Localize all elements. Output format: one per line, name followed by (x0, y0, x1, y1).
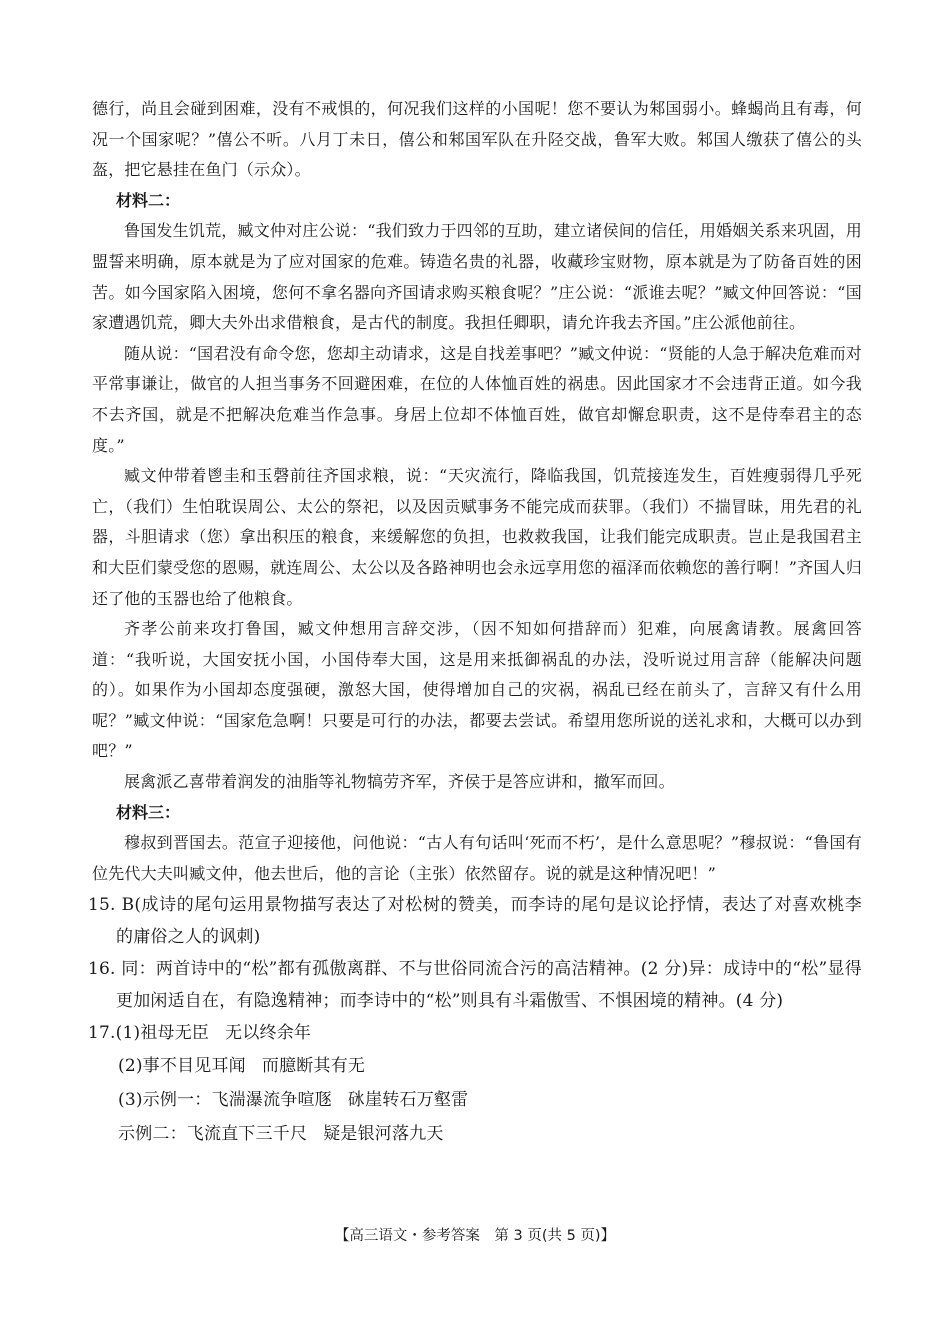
page-footer: 【高三语文・参考答案 第 3 页(共 5 页)】 (334, 1228, 616, 1244)
material-two-paragraph-2: 随从说：“国君没有命令您，您却主动请求，这是自找差事吧？”臧文仲说：“贤能的人急于解决危难而对平常事谦让，做官的人担当事务不回避困难，在位的人体恤百姓的祸患。因此国家才不会违背正道。如今我不去齐国，就是不把解决危难当作急事。身居上位却不体恤百姓，做官却懈怠职责，这不是侍奉君主的态度。” (92, 343, 862, 455)
answer-15: 15. B(成诗的尾句运用景物描写表达了对松树的赞美，而李诗的尾句是议论抒情，表达了对喜欢桃李的庸俗之人的讽刺) (88, 895, 862, 948)
material-two-paragraph-3: 臧文仲带着鬯圭和玉磬前往齐国求粮，说：“天灾流行，降临我国，饥荒接连发生，百姓瘦弱得几乎死亡，（我们）生怕耽误周公、太公的祭祀，以及因贡赋事务不能完成而获罪。（我们）不揣冒昧，用先君的礼器，斗胆请求（您）拿出积压的粮食，来缓解您的负担，也救救我国，让我们能完成职责。岂止是我国君主和大臣们蒙受您的恩赐，就连周公、太公以及各路神明也会永远享用您的福泽而依赖您的善行啊！”齐国人归还了他的玉器也给了他粮食。 (92, 466, 862, 608)
material-two-paragraph-4: 齐孝公前来攻打鲁国，臧文仲想用言辞交涉，（因不知如何措辞而）犯难，向展禽请教。展禽回答道：“我听说，大国安抚小国，小国侍奉大国，这是用来抵御祸乱的办法，没听说过用言辞（能解决问题的）。如果作为小国却态度强硬，激怒大国，使得增加自己的灾祸，祸乱已经在前头了，言辞又有什么用呢？”臧文仲说：“国家危急啊！只要是可行的办法，都要去尝试。希望用您所说的送礼求和，大概可以办到吧？” (92, 619, 862, 761)
answer-17-line-4 (92, 1117, 862, 1151)
answer-17-2-second: 而臆断其有无 (261, 1056, 366, 1077)
heading-material-three: 材料三： (116, 802, 181, 822)
answer-17-3-second: 砯崖转石万壑雷 (347, 1090, 469, 1111)
answer-17-label: 17. (88, 1023, 116, 1044)
heading-material-two: 材料二： (116, 190, 181, 210)
material-two-paragraph-1: 鲁国发生饥荒，臧文仲对庄公说：“我们致力于四邻的互助，建立诸侯间的信任，用婚姻关系来巩固，用盟誓来明确，原本就是为了应对国家的危难。铸造名贵的礼器，收藏珍宝财物，原本就是为了防备百姓的困苦。如今国家陷入困境，您何不拿名器向齐国请求购买粮食呢？”庄公说：“派谁去呢？”臧文仲回答说：“国家遭遇饥荒，卿大夫外出求借粮食，是古代的制度。我担任卿职，请允许我去齐国。”庄公派他前往。 (92, 221, 862, 333)
answer-16: 16. 同：两首诗中的“松”都有孤傲离群、不与世俗同流合污的高洁精神。(2 分)异：成诗中的“松”显得更加闲适自在，有隐逸精神；而李诗中的“松”则具有斗霜傲雪、不惧困境的精神。(4 分) (88, 959, 862, 1012)
material-three-paragraph-1: 穆叔到晋国去。范宣子迎接他，问他说：“古人有句话叫‘死而不朽’，是什么意思呢？”穆叔说：“鲁国有位先代大夫叫臧文仲，他去世后，他的言论（主张）依然留存。说的就是这种情况吧！” (92, 833, 862, 883)
answer-17-1-second: 无以终余年 (225, 1023, 312, 1044)
answer-17-line-3 (92, 1083, 862, 1117)
answer-17-line-2 (92, 1049, 862, 1083)
answer-17-3-first: (3)示例一：飞湍瀑流争喧豗 (118, 1090, 332, 1111)
answer-17-line-1 (88, 1017, 862, 1049)
page-content (88, 94, 862, 1151)
answer-17-2-first: (2)事不目见耳闻 (118, 1056, 246, 1077)
answer-17-1-first: (1)祖母无臣 (115, 1023, 210, 1044)
answer-17-4-first: 示例二：飞流直下三千尺 (118, 1124, 308, 1145)
material-two-paragraph-5: 展禽派乙喜带着润发的油脂等礼物犒劳齐军，齐侯于是答应讲和，撤军而回。 (124, 772, 675, 792)
passage-paragraph-continued: 德行，尚且会碰到困难，没有不戒惧的，何况我们这样的小国呢！您不要认为邾国弱小。蜂蝎尚且有毒，何况一个国家呢？”僖公不听。八月丁未日，僖公和邾国军队在升陉交战，鲁军大败。邾国人缴获了僖公的头盔，把它悬挂在鱼门（示众）。 (92, 99, 862, 180)
answer-17 (88, 1017, 862, 1151)
answer-17-4-second: 疑是银河落九天 (323, 1124, 444, 1145)
